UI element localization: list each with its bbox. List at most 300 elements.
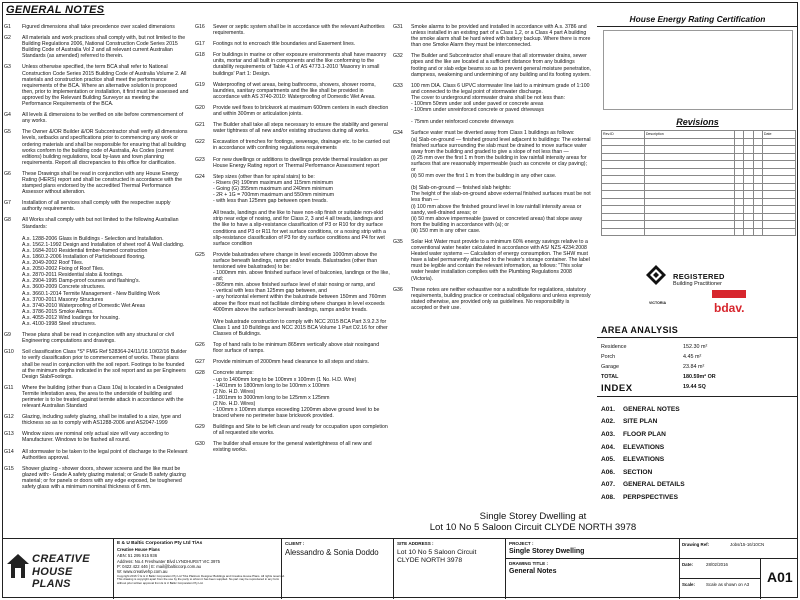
note-number: G15 [4, 465, 14, 472]
general-note [4, 129, 189, 166]
client-cell [282, 539, 394, 599]
note-text: The Builder shall take all steps necessary to ensure the stability and general water tightness of all new and/or existing structures during all works. [213, 122, 390, 135]
revisions-row [602, 198, 796, 206]
area-value: 180.59m² OR [683, 374, 716, 380]
revisions-cell [744, 138, 753, 146]
general-note [4, 64, 189, 107]
note-text: Solar Hot Water must provide to a minimum 60% energy savings relative to a conventional water heater calculated in accordance with AS/ NZS 4234:2008 Heated water systems — Calculation of energy consumption. The SHW must have a label permanently attached to the heater's storage container. The label must be legible and contain the relevant information, as follows: "This solar water heater installation complies with the Plumbing Regulations 2008 (Victoria). [411, 239, 592, 282]
company-logo-cell [2, 539, 114, 599]
revisions-row [602, 206, 796, 214]
note-text: The Owner &/OR Builder &/OR Subcontractor shall verify all dimensions levels, setbacks and specifications prior to commencing any work or ordering materials and shall be responsible for ensuring that all building works conform to the building code of Australia, As Codes (current editions) building regulations, local by-laws and town planning requirements. Report all discrepancies to this office for clarification. [22, 129, 189, 166]
note-number: G21 [195, 122, 205, 129]
site-address-caption: SITE ADDRESS : [397, 541, 434, 546]
note-text: Top of hand rails to be minimum 865mm vertically above stair nosingand floor surface of ramps. [213, 342, 381, 355]
general-note [4, 200, 189, 212]
note-text: For buildings in marine or other exposure environments shall have masonry units, mortar and all built in components and the like conforming to the durability requirements of Table 4.1 of AS 4773.1-2010 'Masonry in small buildings' Part 1: Design. [213, 52, 388, 77]
drawing-title-name: General Notes [509, 568, 557, 575]
note-number: G31 [393, 24, 403, 30]
revisions-cell [753, 221, 762, 229]
note-text: Unless otherwise specified, the term BCA shall refer to National Construction Code Series 2015 Building Code of Australia Volume 2. All materials and construction practice shall meet the performance requirements of the BCA. Where an alternative solution is proposed then, prior to implementation or installation, it first must be assessed and approved by the Relevant Building Surveyor as meeting the Performance Requirements of the BCA. [22, 64, 190, 108]
note-number: G12 [4, 414, 14, 421]
revisions-cell [744, 153, 753, 161]
note-number: G24 [195, 173, 205, 180]
general-note [195, 24, 390, 36]
house-logo-icon [6, 553, 30, 579]
revisions-cell [744, 221, 753, 229]
revisions-cell [744, 228, 753, 236]
revisions-row [602, 153, 796, 161]
revisions-cell [644, 176, 734, 184]
note-text: Soil classification Class *S* FMG Ref 528364-24/11/16 10/02/16 Builder to verify classification prior to commencement of works. These plans shall be read in conjunction with the soil report. Footings to be founded at the minimum depths indicated in the soil report and as per Engineers Design Slab/Footings. [22, 349, 189, 380]
index-item [601, 428, 796, 441]
revisions-header-cell [744, 131, 753, 139]
note-text: Window sizes are nominal only actual size will vary according to Manufacturer. Windows to be flashed all round. [22, 431, 171, 444]
site-address-line1: Lot 10 No 5 Saloon Circuit [397, 549, 477, 556]
revisions-cell [644, 228, 734, 236]
general-note [4, 431, 189, 443]
note-text: Step sizes (other than for spiral stairs) to be: - Risers (R) 190mm maximum and 115mm minimum - Going (G) 355mm maximum and 240mm minimum - 2R + 1G = 700mm maximum and 550mm minimum - with less than 125mm gap between open treads. All treads, landings and the like to have non-slip finish or suitable non-skid strip near edge of nosing, and for Class 2, 3 and 4 all treads, landings and the like to have a slip-resistance classification of P3 or R10 for dry surface conditions and P3 or R11 for wet surface conditions, or a nosing strip with a slip-resistance classification of P3 for dry surface conditions and P4 for wet surface condition [213, 173, 386, 247]
note-number: G30 [195, 441, 205, 448]
note-text: Figured dimensions shall take precedence over scaled dimensions [22, 24, 175, 30]
logo-word-creative: CREATIVE [32, 553, 91, 565]
note-number: G29 [195, 424, 205, 431]
index-label: FLOOR PLAN [623, 430, 666, 438]
notes-column-1 [4, 24, 189, 495]
revisions-cell [602, 161, 645, 169]
revisions-cell [734, 138, 743, 146]
note-number: G32 [393, 53, 403, 60]
area-label: Porch [601, 354, 616, 360]
revisions-header-row [602, 131, 796, 139]
index-label: ELEVATIONS [623, 443, 665, 451]
index-item [601, 466, 796, 479]
title-block [2, 538, 798, 598]
energy-rating-title: House Energy Rating Certification [597, 14, 798, 27]
company-address: Address: No.4 Freshwater Blvd LYNDHURST VIC 3975 [117, 559, 220, 564]
drawing-main-title [408, 511, 658, 533]
project-caption: PROJECT : [509, 541, 534, 546]
revisions-row [602, 183, 796, 191]
revisions-cell [734, 176, 743, 184]
revisions-row [602, 161, 796, 169]
note-number: G20 [195, 104, 205, 111]
general-note [393, 53, 591, 77]
revisions-cell [644, 198, 734, 206]
revisions-cell [602, 198, 645, 206]
note-text: The Builder and Subcontractor shall ensure that all stormwater drains, sewer pipes and the like are located at a sufficient distance from any buildings footing and or slab edge beams so as to prevent general moisture penetration, dampness, weakening and undermining of any building and its footing system. [411, 53, 593, 78]
general-note [195, 82, 390, 100]
general-note [195, 359, 390, 365]
index-label: ELEVATIONS [623, 456, 665, 464]
revisions-cell [734, 198, 743, 206]
note-text: All levels & dimensions to be verified on site before commencement of any works. [22, 112, 185, 125]
note-number: G36 [393, 286, 403, 293]
company-website: W: www.creativehp.com.au [117, 569, 168, 574]
revisions-cell [762, 206, 795, 214]
revisions-cell [753, 146, 762, 154]
drawing-ref-row [680, 539, 798, 559]
area-row [601, 362, 796, 372]
revisions-cell [762, 146, 795, 154]
general-note [4, 385, 189, 409]
drawing-ref-value: Jobs/15-16/10CN [730, 542, 765, 547]
date-label: Date: [682, 562, 693, 567]
note-text: Sewer or septic system shall be in accordance with the relevant Authorities requirements. [213, 24, 387, 37]
revisions-cell [602, 191, 645, 199]
area-analysis-title: AREA ANALYSIS [597, 325, 798, 338]
revisions-cell [644, 161, 734, 169]
notes-column-3 [393, 24, 591, 316]
revisions-cell [602, 146, 645, 154]
general-note [393, 83, 591, 126]
note-number: G14 [4, 448, 14, 455]
revisions-cell [762, 161, 795, 169]
project-name: Single Storey Dwelling [509, 548, 585, 555]
index-title: INDEX [597, 383, 798, 397]
registered-label: REGISTERED [673, 272, 725, 281]
revisions-cell [744, 191, 753, 199]
note-number: G1 [4, 24, 11, 30]
index-label: PERPSPECTIVES [623, 493, 678, 501]
revisions-cell [753, 168, 762, 176]
revisions-cell [762, 213, 795, 221]
area-row [601, 342, 796, 352]
copyright-notice: Copyright 2016 © E & U Baltic Corporation Pty Ltd T/As Platinum Designer Buildings and Creative House Plans. All rights reserved. This drawing is copyright apart from the use by the party to whom it has been supplied. No part may be reproduced in any form without prior written approval from E & U Baltic Corporation Pty Ltd. [117, 574, 285, 585]
general-note [4, 449, 189, 461]
revisions-row [602, 146, 796, 154]
note-number: G17 [195, 41, 205, 48]
revisions-cell [602, 206, 645, 214]
note-number: G18 [195, 52, 205, 59]
note-number: G9 [4, 332, 11, 339]
index-item [601, 491, 796, 504]
revisions-row [602, 168, 796, 176]
revisions-cell [602, 168, 645, 176]
revisions-cell [644, 191, 734, 199]
revisions-row [602, 213, 796, 221]
sheet-number-box [760, 559, 798, 599]
revisions-header-cell [734, 131, 743, 139]
note-text: Provide weil fixes to brickwork at maximum 600mm centers in each direction and within 300mm or articulation joints. [213, 104, 390, 118]
revisions-cell [602, 183, 645, 191]
general-note [393, 239, 591, 282]
company-abn: ABN: 51 295 915 936 [117, 553, 158, 558]
note-text: Installation of all services shall comply with the respective supply authority requirements. [22, 200, 172, 213]
index-item [601, 453, 796, 466]
note-text: Smoke alarms to be provided and installed in accordance with A.s. 3786 and unless installed in an existing part of a Class 1,2, or a Class 4 part A building the smoke alarm shall be hard wired with battery backup. Where there is more than one Smoke Alarm they must be interconnected. [411, 24, 592, 49]
revisions-cell [734, 213, 743, 221]
revisions-cell [762, 138, 795, 146]
index-label: SECTION [623, 468, 653, 476]
revisions-cell [762, 191, 795, 199]
area-label: Garage [601, 364, 619, 370]
revisions-row [602, 176, 796, 184]
bdav-text: bdav. [714, 301, 745, 315]
note-number: G5 [4, 129, 11, 136]
revisions-cell [644, 138, 734, 146]
revisions-cell [734, 183, 743, 191]
note-text: For new dwellings or additions to dwellings provide thermal insulation as per House Energy Rating report or Thermal Performance Assessment report [213, 156, 390, 169]
revisions-cell [762, 221, 795, 229]
revisions-cell [762, 183, 795, 191]
revisions-cell [734, 206, 743, 214]
index-item [601, 416, 796, 429]
victoria-label: VICTORIA [649, 301, 667, 305]
note-text: Footings not to encroach title boundaries and Easement lines. [213, 41, 356, 48]
site-address-cell [394, 539, 506, 599]
client-name: Alessandro & Sonia Doddo [285, 548, 379, 557]
index-item [601, 479, 796, 492]
drawing-ref-label: Drawing Ref: [682, 542, 710, 547]
note-number: G25 [195, 251, 205, 258]
bdav-logo-icon [712, 290, 746, 318]
note-number: G19 [195, 81, 205, 88]
building-practitioner-label: Building Practitioner [673, 281, 722, 287]
right-panel [597, 2, 798, 510]
note-text: Provide balustrades where change in level exceeds 1000mm above the surface beneath landings, ramps and/or treads. Balustrades (other than tensioned wire balustrades) to be: - 1000mm min. above finished surface level of balconies, landings or the like, and; - 865mm min. above finished surface level of stair nosing or ramp, and - vertical with less than 125mm gap between, and - any horizontal element within the balustrade between 150mm and 760mm above the floor must not facilitate climbing where changes in level exceeds 4000mm above the surface beneath landings, ramps and/or treads. Wire balustrade construction to comply with NCC 2015 BCA Part 3.9.2.3 for Class 1 and 10 Buildings and NCC 2015 BCA Volume 1 Part D2.16 for other Classes of Buildings. [213, 251, 390, 338]
revisions-cell [734, 161, 743, 169]
index-code: A01. [601, 405, 615, 413]
note-number: G3 [4, 64, 11, 71]
general-note [4, 112, 189, 124]
revisions-cell [753, 161, 762, 169]
note-text: All stormwater to be taken to the legal point of discharge to the Relevant Authorities approval. [22, 448, 189, 461]
general-note [195, 424, 390, 436]
project-cell [506, 539, 680, 599]
general-note [393, 287, 591, 311]
revisions-row [602, 221, 796, 229]
revisions-cell [762, 153, 795, 161]
drawing-reference-cell [680, 539, 798, 599]
note-number: G10 [4, 349, 14, 356]
revisions-cell [762, 168, 795, 176]
general-note [4, 24, 189, 30]
index-code: A06. [601, 468, 615, 476]
index-item [601, 441, 796, 454]
revisions-cell [744, 161, 753, 169]
note-text: Shower glazing - shower doors, shower screens and the like must be glazed with:- Grade A safety glazing material; or Grade B safety glazing material; or for panels or doors with any edge exposed, be toughened safety glass with a minimum nominal thickness of 6 mm. [22, 465, 188, 490]
index-label: GENERAL NOTES [623, 405, 680, 413]
revisions-header-cell: Description [644, 131, 734, 139]
revisions-cell [644, 183, 734, 191]
revisions-cell [644, 213, 734, 221]
general-note [4, 414, 189, 426]
revisions-cell [744, 183, 753, 191]
revisions-cell [753, 213, 762, 221]
revisions-row [602, 228, 796, 236]
general-note [4, 349, 189, 379]
area-row [601, 352, 796, 362]
general-note [4, 332, 189, 344]
note-text: Waterproofing of wet areas, being bathrooms, showers, shower rooms, laundries, sanitary compartments and the like shall be provided in accordance with AS 3740-2010: Waterproofing of Domestic Wet Areas. [213, 81, 378, 100]
general-note [195, 441, 390, 453]
general-note [4, 35, 189, 59]
general-note [195, 252, 390, 337]
revisions-table [601, 130, 796, 236]
revisions-cell [734, 168, 743, 176]
note-text: Surface water must be diverted away from Class 1 buildings as follows: (a) Slab-on-ground — finished ground level adjacent to buildings: The external finished surface surrounding the slab must be drained to move surface water away from the building and graded to give a slope of not less than — (i) 25 mm over the first 1 m from the building in low rainfall intensity areas for surfaces that are reasonably impermeable (such as concrete or clay paving); or (ii) 50 mm over the first 1 m from the building in any other case. (b) Slab-on-ground — finished slab heights: The height of the slab-on-ground above external finished surfaces must be not less than — (i) 100 mm above the finished ground level in low rainfall intensity areas or sandy, well-drained areas; or (ii) 50 mm above impermeable (paved or concreted areas) that slope away from the building in accordance with (a); or (iii) 150 mm in any other case. [411, 130, 591, 234]
note-number: G34 [393, 130, 403, 137]
revisions-cell [602, 221, 645, 229]
revisions-cell [753, 183, 762, 191]
note-number: G2 [4, 35, 11, 42]
revisions-cell [753, 153, 762, 161]
revisions-cell [753, 206, 762, 214]
revisions-cell [753, 176, 762, 184]
drawing-title-caption: DRAWING TITLE : [509, 561, 549, 566]
general-note [195, 157, 390, 169]
note-number: G28 [195, 370, 205, 377]
notes-column-2 [195, 24, 390, 459]
note-number: G16 [195, 24, 205, 30]
date-value: 28/02/2016 [706, 562, 728, 567]
note-number: G33 [393, 82, 403, 89]
area-label: Residence [601, 344, 627, 350]
revisions-cell [602, 176, 645, 184]
scale-value: Scale as shown on A3 [706, 582, 750, 587]
area-value: 4.45 m² [683, 354, 702, 360]
scale-label: Scale: [682, 582, 695, 587]
area-label: TOTAL [601, 374, 619, 380]
revisions-cell [734, 191, 743, 199]
note-text: The builder shall ensure for the general watertightness of all new and existing works. [213, 441, 374, 454]
note-text: Provide minimum of 2000mm head clearance to all steps and stairs. [213, 359, 369, 366]
revisions-cell [744, 213, 753, 221]
revisions-header-cell: Date [762, 131, 795, 139]
note-number: G11 [4, 384, 14, 391]
client-caption: CLIENT : [285, 541, 305, 546]
general-note [4, 171, 189, 195]
revisions-cell [602, 138, 645, 146]
note-text: These notes are neither exhaustive nor a substitute for regulations, statutory requirements, building practice or contractual obligations and unless expressly stated otherwise, are provided only as guidelines. No responsibility is accepted or their use. [411, 286, 593, 311]
note-number: G7 [4, 200, 11, 207]
general-note [195, 41, 390, 47]
note-text: Glazing, including safety glazing, shall be installed to a size, type and thickness so as to comply with AS1288-2006 and AS2047-1999 [22, 414, 183, 427]
index-code: A05. [601, 456, 615, 464]
area-row [601, 372, 796, 382]
revisions-cell [753, 198, 762, 206]
revisions-cell [753, 191, 762, 199]
revisions-row [602, 138, 796, 146]
revisions-cell [644, 221, 734, 229]
general-note [195, 122, 390, 134]
revisions-cell [762, 198, 795, 206]
area-value: 23.84 m² [683, 364, 705, 370]
revisions-cell [744, 146, 753, 154]
index-list [601, 403, 796, 504]
index-code: A04. [601, 443, 615, 451]
note-text: These Drawings shall be read in conjunction with any House Energy Rating (HERS) report and shall be constructed in accordance with the stamped plans endorsed by the accredited Thermal Performance Assessor without alteration. [22, 170, 184, 196]
company-name: E & U Baltic Corporation Pty Ltd T/As [117, 541, 203, 546]
general-note [195, 139, 390, 151]
general-notes-title: GENERAL NOTES [6, 4, 105, 16]
revisions-cell [602, 228, 645, 236]
logo-word-house-plans: HOUSE PLANS [32, 566, 73, 590]
general-note [195, 105, 390, 117]
index-label: SITE PLAN [623, 418, 658, 426]
revisions-title: Revisions [676, 117, 719, 127]
note-number: G22 [195, 139, 205, 146]
revisions-row [602, 191, 796, 199]
note-text: Excavation of trenches for footings, sewerage, drainage etc. to be carried out in accordance with confining regulations requirements [213, 139, 392, 152]
revisions-header-cell [753, 131, 762, 139]
revisions-cell [762, 176, 795, 184]
note-text: 100 mm DIA. Class 6 UPVC stormwater line laid to a minimum grade of 1:100 and connected to the legal point of stormwater discharge. The cover to underground stormwater drains shall be not less than: - 100mm 50mm under soil under paved or concrete areas - 100mm under unreinforced concrete or paved driveways - 75mm under reinforced concrete driveways [411, 82, 590, 126]
note-text: These plans shall be read in conjunction with any structural or civil Engineering computations and drawings. [22, 332, 176, 345]
index-code: A08. [601, 493, 615, 501]
drawing-title-line2: Lot 10 No 5 Saloon Circuit CLYDE NORTH 3978 [429, 522, 637, 533]
note-text: All materials and work practices shall comply with, but not limited to the Building Regulations 2006, National Construction Code Series 2015 Building Code of Australia Vol 2 and all relevant current Australian Standards (as amended) referred to therein. [22, 35, 187, 60]
note-number: G23 [195, 156, 205, 163]
note-number: G27 [195, 359, 205, 366]
index-label: GENERAL DETAILS [623, 481, 685, 489]
note-text: All Works shall comply with but not limited to the following Australian Standards: A.s. 1288-2006 Glass in Buildings - Selection and Installation. A.s. 1562.1-1992 Design and Installation of sheet roof & Wall cladding. A.s. 1684-2010 Residential timber-framed construction A.s. 1860.2-2006 Installation of Particleboard flooring. A.s. 2049-2002 Roof Tiles. A.s. 2050-2002 Fixing of Roof Tiles. A.s. 2870-2011 Residential slabs & footings. A.s. 2904-1995 Damp-proof courses and flashing's. A.s. 3600-2009 Concrete structures. A.s. 3660.1-2014 Termite Management - New Building Work A.s. 3700-2011 Masonry Structures A.s. 3740-2010 Waterproofing of Domestic Wet Areas A.s. 3786-2015 Smoke Alarms. A.s. 4055-2012 Wind loadings for housing. A.s. 4100-1998 Steel structures. [22, 217, 185, 328]
note-number: G13 [4, 431, 14, 438]
revisions-cell [744, 198, 753, 206]
company-contact: P: 0422 422 446 | E: mail@balticcorp.com.au [117, 564, 202, 569]
revisions-cell [762, 228, 795, 236]
revisions-header-cell: Rev.ID [602, 131, 645, 139]
revisions-cell [602, 213, 645, 221]
project-row [506, 539, 680, 559]
revisions-cell [744, 168, 753, 176]
revisions-cell [602, 153, 645, 161]
note-text: Concrete stumps: - up to 1400mm long to be 100mm x 100mm (1 No. H.D. Wire) - 1401mm to 1800mm long to be 100mm x 100mm (2 No. H.D. Wires) - 1801mm to 3000mm long to be 125mm x 125mm (2 No. H.D. Wires) - 100mm x 100mm stumps exceeding 1200mm above ground level to be braced where no perimeter base brickwork provided. [213, 370, 380, 420]
note-text: Where the building (other than a Class 10a) is located in a Designated Termite infestation area, the area to the underside of building and perimeter is to be treated against termite attack in accordance with the relevant Australian Standard [22, 384, 185, 410]
general-note [393, 130, 591, 234]
registration-logos [597, 252, 798, 322]
index-item [601, 403, 796, 416]
general-note [4, 466, 189, 490]
drawing-title-row [506, 559, 680, 599]
general-note [195, 52, 390, 76]
index-code: A03. [601, 430, 615, 438]
revisions-cell [753, 138, 762, 146]
note-number: G35 [393, 239, 403, 245]
revisions-cell [734, 228, 743, 236]
index-code: A07. [601, 481, 615, 489]
site-address-line2: CLYDE NORTH 3978 [397, 557, 463, 564]
general-note [195, 370, 390, 419]
note-number: G4 [4, 112, 11, 119]
scale-row [680, 579, 760, 599]
note-number: G26 [195, 342, 205, 349]
area-value: 152.30 m² [683, 344, 708, 350]
company-details-cell [114, 539, 285, 599]
sheet-number: A01 [767, 569, 793, 585]
drawing-title-line1: Single Storey Dwelling at [479, 511, 587, 522]
index-code: A02. [601, 418, 615, 426]
company-logo [6, 549, 110, 590]
revisions-cell [744, 206, 753, 214]
revisions-cell [734, 153, 743, 161]
note-text: Buildings and Site to be left clean and ready for occupation upon completion of all requested site works. [213, 424, 390, 437]
revisions-cell [734, 146, 743, 154]
registered-practitioner-icon [645, 264, 667, 286]
note-number: G6 [4, 170, 11, 177]
general-note [195, 342, 390, 354]
revisions-cell [644, 206, 734, 214]
area-value: 19.44 SQ [683, 384, 706, 390]
revisions-cell [744, 176, 753, 184]
general-note [195, 174, 390, 247]
date-row [680, 559, 760, 579]
revisions-cell [644, 153, 734, 161]
revisions-cell [644, 146, 734, 154]
company-trading-name: Creative House Plans [117, 547, 160, 552]
revisions-cell [734, 221, 743, 229]
general-note [393, 24, 591, 48]
